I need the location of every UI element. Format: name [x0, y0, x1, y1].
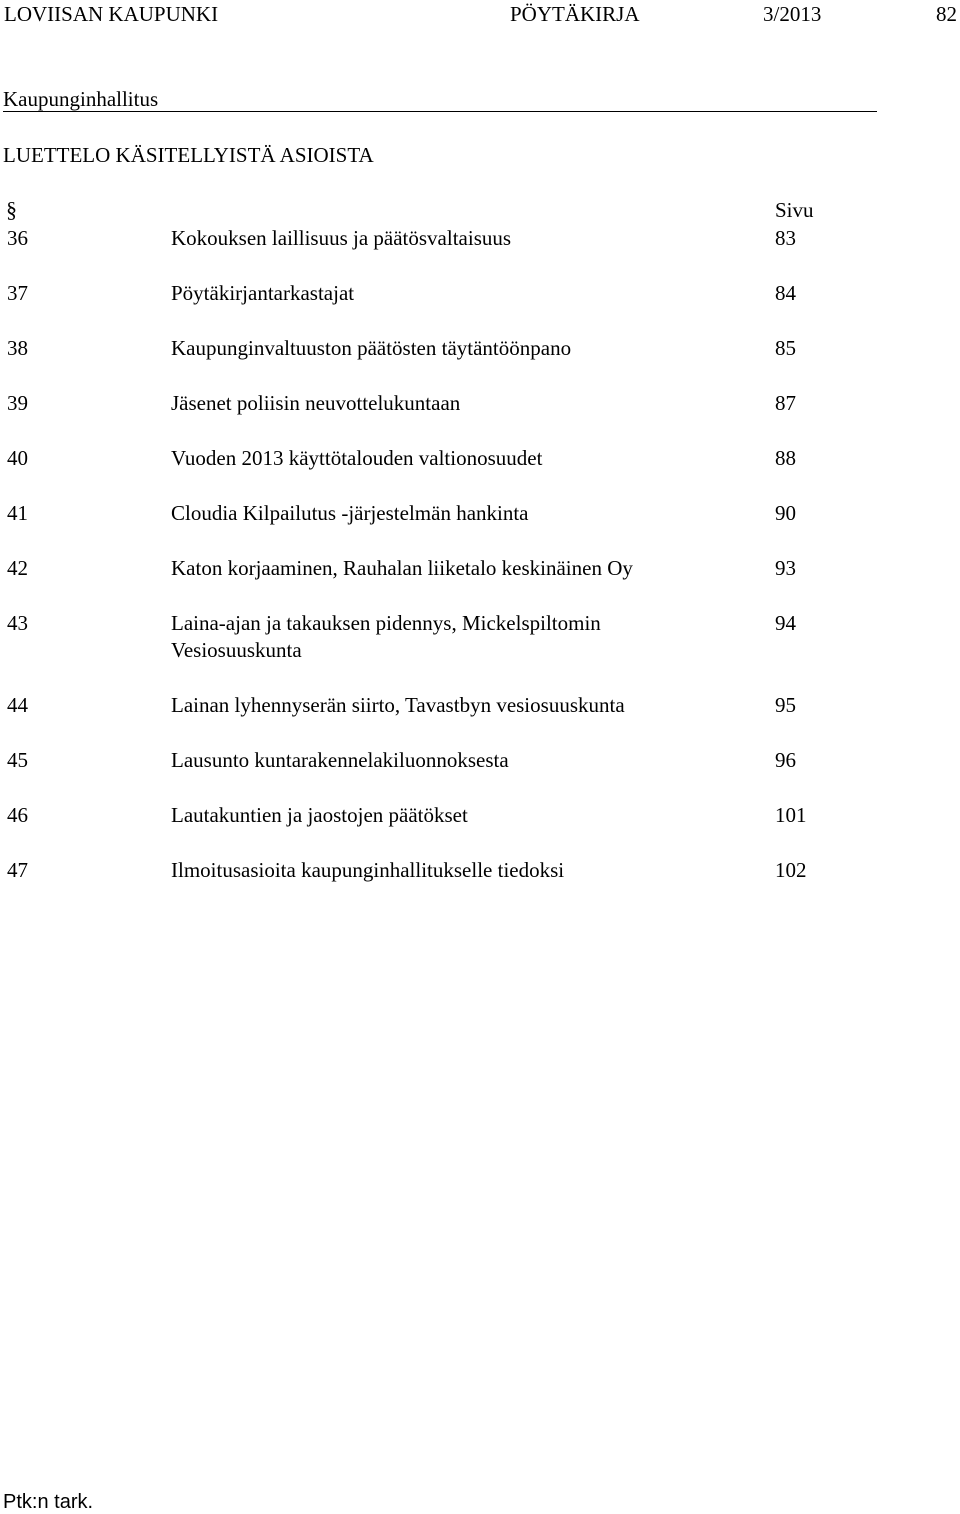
toc-row — [0, 338, 960, 368]
item-page: 84 — [775, 281, 796, 305]
item-title: Lautakuntien ja jaostojen päätökset — [171, 803, 468, 827]
item-title: Cloudia Kilpailutus -järjestelmän hankinta — [171, 501, 529, 525]
item-page: 96 — [775, 748, 796, 772]
item-number: 41 — [7, 501, 28, 525]
board-divider — [3, 111, 877, 112]
toc-row — [0, 695, 960, 725]
toc-row — [0, 805, 960, 835]
item-number: 37 — [7, 281, 28, 305]
page-number: 82 — [936, 2, 957, 26]
footer-initials-label: Ptk:n tark. — [3, 1491, 94, 1513]
item-page: 87 — [775, 391, 796, 415]
item-title: Katon korjaaminen, Rauhalan liiketalo keskinäinen Oy — [171, 556, 633, 580]
item-page: 83 — [775, 226, 796, 250]
item-number: 43 — [7, 611, 28, 635]
item-number: 40 — [7, 446, 28, 470]
section-mark-header: § — [6, 197, 17, 222]
item-page: 88 — [775, 446, 796, 470]
item-title: Kaupunginvaltuuston päätösten täytäntöönpano — [171, 336, 572, 360]
item-title: Lainan lyhennyserän siirto, Tavastbyn vesiosuuskunta — [171, 693, 625, 717]
item-page: 102 — [775, 858, 807, 882]
item-page: 101 — [775, 803, 807, 827]
item-page: 94 — [775, 611, 796, 635]
item-page: 93 — [775, 556, 796, 580]
toc-row — [0, 503, 960, 533]
item-page: 95 — [775, 693, 796, 717]
item-title: Jäsenet poliisin neuvottelukuntaan — [171, 391, 461, 415]
item-title: Ilmoitusasioita kaupunginhallitukselle tiedoksi — [171, 858, 565, 882]
item-number: 45 — [7, 748, 28, 772]
toc-row — [0, 750, 960, 780]
item-number: 38 — [7, 336, 28, 360]
toc-row — [0, 860, 960, 890]
document-number: 3/2013 — [763, 2, 822, 26]
item-title: Pöytäkirjantarkastajat — [171, 281, 355, 305]
item-number: 46 — [7, 803, 28, 827]
item-number: 44 — [7, 693, 28, 717]
toc-row — [0, 228, 960, 258]
toc-row — [0, 283, 960, 313]
organization-name: LOVIISAN KAUPUNKI — [4, 2, 219, 26]
item-title: Kokouksen laillisuus ja päätösvaltaisuus — [171, 226, 512, 250]
item-number: 39 — [7, 391, 28, 415]
toc-row — [0, 393, 960, 423]
toc-row — [0, 448, 960, 478]
document-type: PÖYTÄKIRJA — [510, 2, 640, 26]
item-title: Vuoden 2013 käyttötalouden valtionosuudet — [171, 446, 543, 470]
toc-row — [0, 558, 960, 588]
board-name: Kaupunginhallitus — [3, 87, 159, 111]
item-title: Laina-ajan ja takauksen pidennys, Mickelspiltomin Vesiosuuskunta — [171, 611, 601, 662]
list-title: LUETTELO KÄSITELLYISTÄ ASIOISTA — [3, 143, 374, 167]
item-number: 42 — [7, 556, 28, 580]
item-number: 36 — [7, 226, 28, 250]
page-column-header: Sivu — [775, 198, 814, 222]
item-number: 47 — [7, 858, 28, 882]
item-page: 90 — [775, 501, 796, 525]
item-page: 85 — [775, 336, 796, 360]
item-title: Lausunto kuntarakennelakiluonnoksesta — [171, 748, 509, 772]
toc-row — [0, 613, 960, 671]
